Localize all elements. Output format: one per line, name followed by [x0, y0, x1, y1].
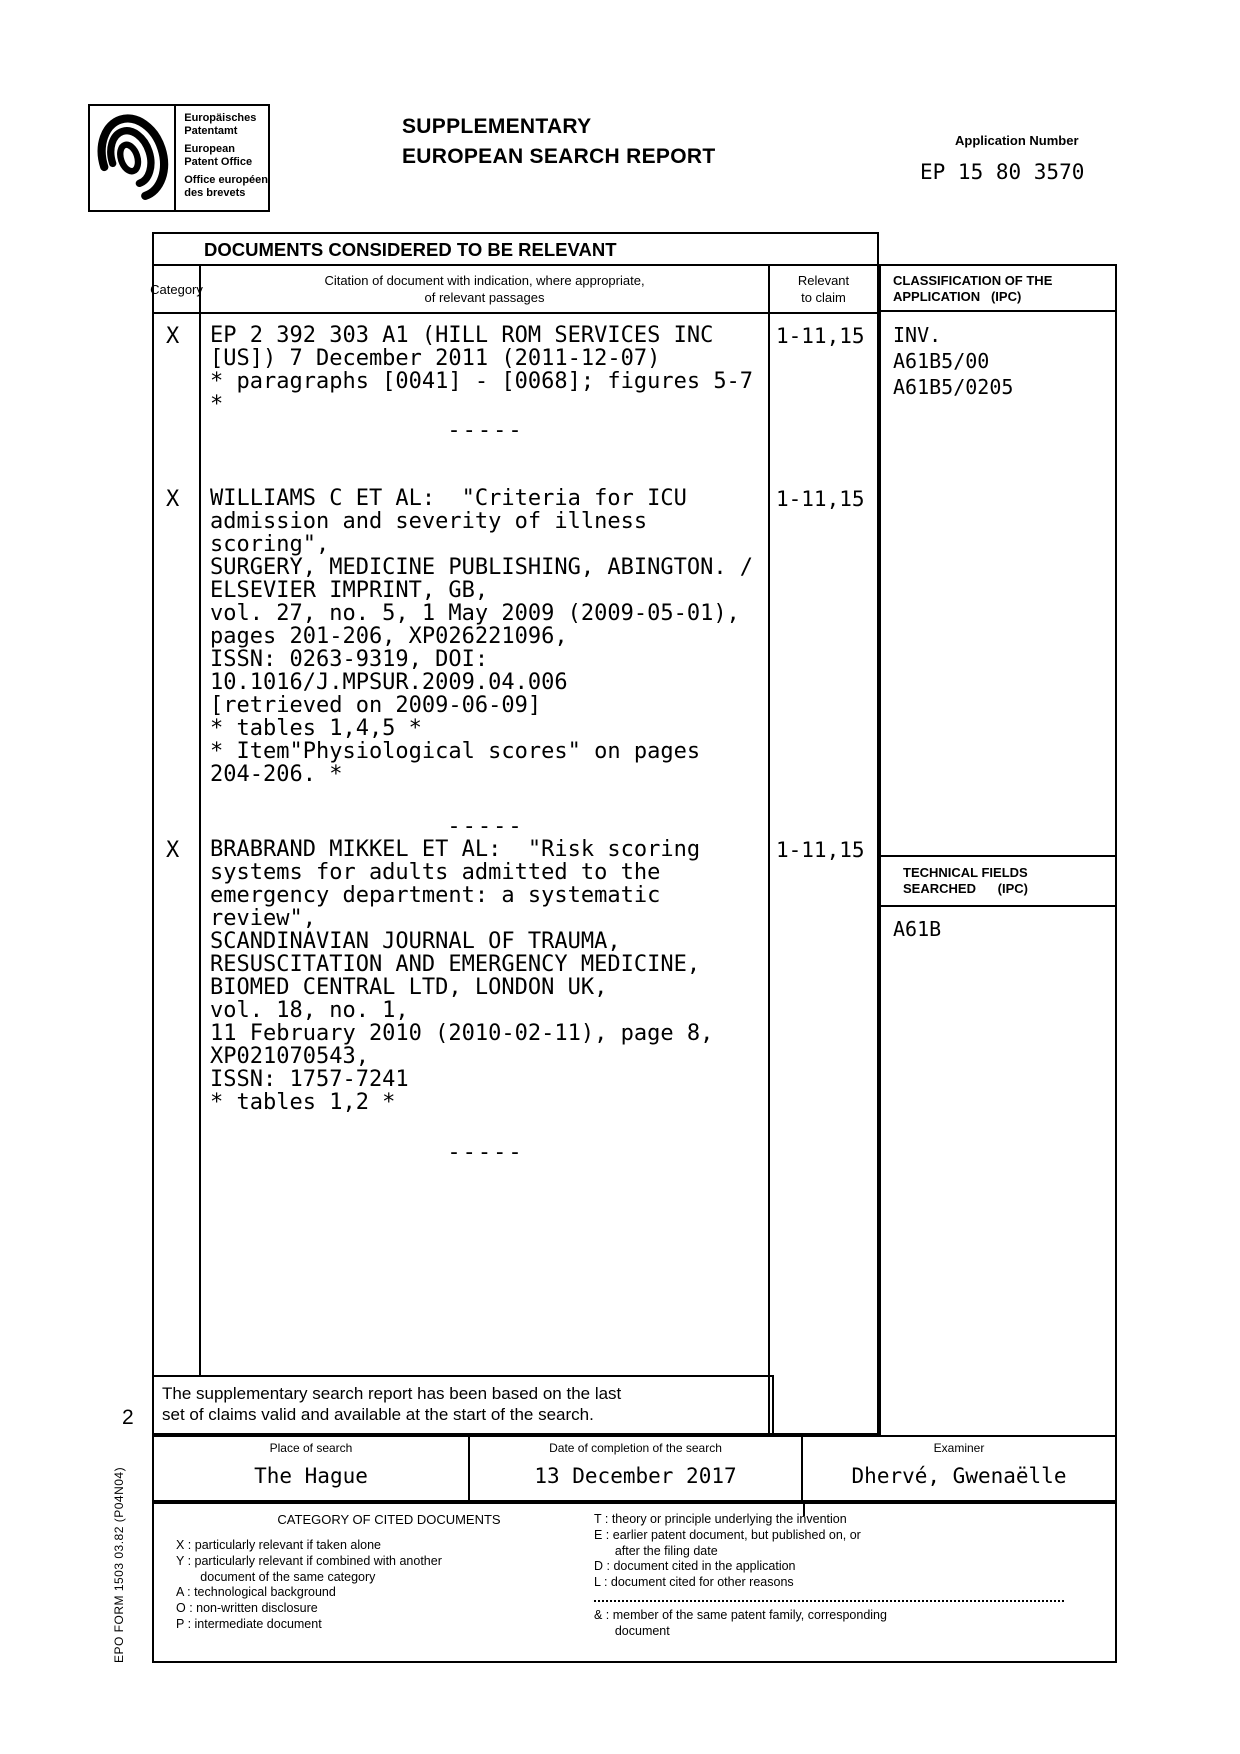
search-basis-note: The supplementary search report has been based on the last set of claims valid and available at the start of the search.	[152, 1375, 774, 1435]
place-of-search-cell	[154, 1437, 470, 1500]
entry-separator: -----	[447, 1140, 524, 1165]
application-number-value: EP 15 80 3570	[920, 160, 1085, 184]
category-column-rule	[199, 314, 201, 1375]
relevant-claims-cell: 1-11,15	[776, 324, 865, 348]
classification-column	[879, 264, 1117, 1437]
examiner-cell	[803, 1437, 1115, 1500]
relevant-column-rule	[768, 314, 770, 1433]
report-title-line1: SUPPLEMENTARY	[402, 115, 592, 138]
office-name-french: Office européen des brevets	[184, 174, 268, 199]
application-number-label: Application Number	[955, 133, 1079, 148]
relevant-claims-cell: 1-11,15	[776, 487, 865, 511]
epo-swirl-icon	[91, 110, 173, 206]
legend-reference-items: T : theory or principle underlying the invention E : earlier patent document, but published on, or after the filing date D : document cited in the application L : document cited for other reasons	[594, 1512, 861, 1590]
legend-category-header: CATEGORY OF CITED DOCUMENTS	[277, 1512, 501, 1527]
epo-logo-icon	[90, 106, 176, 210]
search-footer-table	[152, 1435, 1117, 1502]
examiner-label: Examiner	[933, 1441, 985, 1455]
cited-documents-legend	[152, 1502, 1117, 1663]
technical-fields-header: TECHNICAL FIELDS SEARCHED (IPC)	[881, 855, 1115, 907]
epo-form-id: EPO FORM 1503 03.82 (P04N04)	[112, 1466, 126, 1663]
place-of-search-value: The Hague	[254, 1464, 368, 1488]
column-header-category: Category	[154, 266, 201, 312]
dotted-separator	[594, 1600, 1064, 1602]
legend-category-items: X : particularly relevant if taken alone Y : particularly relevant if combined with another document of the same category A : technological background O : non-written disclosure P : intermediate document	[176, 1538, 442, 1631]
entry-separator: -----	[447, 814, 524, 839]
place-of-search-label: Place of search	[269, 1441, 353, 1455]
report-title	[402, 112, 715, 172]
citation-text: EP 2 392 303 A1 (HILL ROM SERVICES INC [US]) 7 December 2011 (2011-12-07) * paragraphs [0041] - [0068]; figures 5-7 *	[210, 323, 754, 417]
completion-date-label: Date of completion of the search	[549, 1441, 722, 1455]
citation-text: BRABRAND MIKKEL ET AL: "Risk scoring systems for adults admitted to the emergency department: a systematic review", SCANDINAVIAN JOURNAL OF TRAUMA, RESUSCITATION AND EMERGENCY MEDICINE, BIOMED CENTRAL LTD, LONDON UK, vol. 18, no. 1, 11 February 2010 (2010-02-11), page 8, XP021070543, ISSN: 1757-7241 * tables 1,2 *	[210, 837, 714, 1115]
relevance-table	[152, 232, 879, 1435]
citation-text: WILLIAMS C ET AL: "Criteria for ICU admission and severity of illness scoring", SURGERY, MEDICINE PUBLISHING, ABINGTON. / ELSEVIER IMPRINT, GB, vol. 27, no. 5, 1 May 2009 (2009-05-01), pages 201-206, XP026221096, ISSN: 0263-9319, DOI: 10.1016/J.MPSUR.2009.04.006 [retrieved on 2009-06-09] * tables 1,4,5 * * Item"Physiological scores" on pages 204-206. *	[210, 486, 754, 787]
office-name-english: European Patent Office	[184, 143, 253, 168]
table-title: DOCUMENTS CONSIDERED TO BE RELEVANT	[204, 239, 617, 260]
examiner-value: Dhervé, Gwenaëlle	[851, 1464, 1067, 1488]
table-column-headers	[150, 266, 877, 312]
relevant-claims-cell: 1-11,15	[776, 838, 865, 862]
column-header-citation: Citation of document with indication, where appropriate, of relevant passages	[201, 266, 770, 312]
technical-fields-value: A61B	[893, 917, 942, 941]
legend-family-items: & : member of the same patent family, corresponding document	[594, 1608, 887, 1638]
completion-date-value: 13 December 2017	[534, 1464, 737, 1488]
office-name-german: Europäisches Patentamt	[184, 112, 257, 137]
epo-logo-box	[88, 104, 270, 212]
page-number: 2	[122, 1406, 134, 1429]
classification-values: INV. A61B5/00 A61B5/0205	[893, 323, 1014, 399]
category-cell: X	[166, 324, 180, 349]
completion-date-cell	[470, 1437, 803, 1500]
category-cell: X	[166, 838, 180, 863]
column-header-relevant: Relevant to claim	[797, 273, 850, 305]
category-cell: X	[166, 487, 180, 512]
classification-header: CLASSIFICATION OF THE APPLICATION (IPC)	[881, 266, 1115, 312]
report-title-line2: EUROPEAN SEARCH REPORT	[402, 145, 716, 168]
epo-office-names	[176, 106, 268, 210]
entry-separator: -----	[447, 418, 524, 443]
